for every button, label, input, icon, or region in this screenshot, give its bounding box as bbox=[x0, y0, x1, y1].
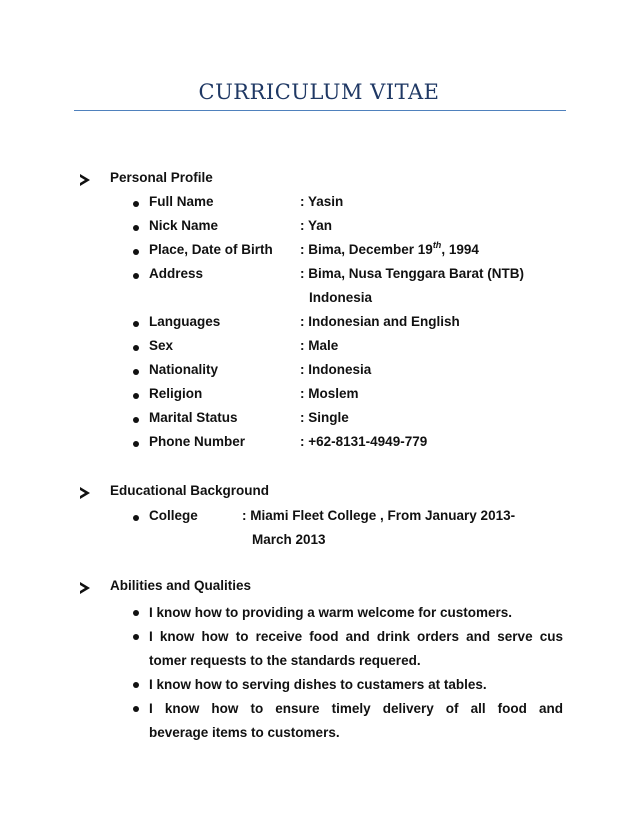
field-value: : Single bbox=[300, 410, 349, 425]
page-title: CURRICULUM VITAE bbox=[198, 80, 440, 104]
list-item-ability-1 bbox=[0, 603, 638, 623]
section-heading: Educational Background bbox=[110, 483, 270, 498]
field-value-line2: March 2013 bbox=[252, 532, 326, 547]
bullet-icon bbox=[133, 634, 139, 640]
field-value bbox=[300, 242, 479, 257]
list-item-sex bbox=[0, 338, 638, 358]
ability-text bbox=[149, 625, 563, 672]
field-value: : Yasin bbox=[300, 194, 344, 209]
bullet-icon bbox=[133, 393, 139, 399]
field-value: : Moslem bbox=[300, 386, 359, 401]
section-heading: Abilities and Qualities bbox=[110, 578, 252, 593]
list-item-full-name bbox=[0, 194, 638, 214]
bullet-icon bbox=[133, 321, 139, 327]
ability-line: I know how to providing a warm welcome for customers. bbox=[149, 605, 513, 620]
bullet-icon bbox=[133, 369, 139, 375]
field-label: Place, Date of Birth bbox=[149, 242, 273, 257]
bullet-icon bbox=[133, 249, 139, 255]
field-value: : Miami Fleet College , From January 2013- bbox=[242, 508, 516, 523]
list-item-languages bbox=[0, 314, 638, 334]
list-item-phone-number bbox=[0, 434, 638, 454]
ability-text bbox=[149, 601, 563, 625]
field-label: Sex bbox=[149, 338, 174, 353]
field-value: : +62-8131-4949-779 bbox=[300, 434, 428, 449]
bullet-icon bbox=[133, 706, 139, 712]
field-label: Address bbox=[149, 266, 204, 281]
bullet-icon bbox=[133, 441, 139, 447]
field-label: Nick Name bbox=[149, 218, 219, 233]
arrow-bullet-icon bbox=[80, 174, 90, 186]
arrow-bullet-icon bbox=[80, 487, 90, 499]
bullet-icon bbox=[133, 201, 139, 207]
ability-line: I know how to receive food and drink orders and serve cus bbox=[149, 629, 563, 644]
field-value-year: , 1994 bbox=[441, 242, 479, 257]
field-value: : Male bbox=[300, 338, 339, 353]
list-item-ability-2 bbox=[0, 627, 638, 675]
bullet-icon bbox=[133, 417, 139, 423]
list-item-religion bbox=[0, 386, 638, 406]
ability-text bbox=[149, 673, 563, 697]
section-heading: Personal Profile bbox=[110, 170, 213, 185]
field-value: : Indonesian and English bbox=[300, 314, 460, 329]
field-label: Phone Number bbox=[149, 434, 246, 449]
bullet-icon bbox=[133, 273, 139, 279]
field-value-main: : Bima, December 19 bbox=[300, 242, 433, 257]
list-item-ability-4 bbox=[0, 699, 638, 747]
arrow-bullet-icon bbox=[80, 582, 90, 594]
ability-line: I know how to serving dishes to custamers at tables. bbox=[149, 677, 487, 692]
field-value-line2: Indonesia bbox=[309, 290, 373, 305]
bullet-icon bbox=[133, 345, 139, 351]
bullet-icon bbox=[133, 682, 139, 688]
bullet-icon bbox=[133, 225, 139, 231]
field-label: Marital Status bbox=[149, 410, 238, 425]
field-label: Nationality bbox=[149, 362, 219, 377]
list-item-birth bbox=[0, 242, 638, 262]
ordinal-superscript: th bbox=[432, 240, 442, 250]
list-item-address bbox=[0, 266, 638, 310]
field-label: Full Name bbox=[149, 194, 214, 209]
field-value: : Bima, Nusa Tenggara Barat (NTB) bbox=[300, 266, 525, 281]
ability-line: beverage items to customers. bbox=[149, 724, 340, 740]
field-value: : Indonesia bbox=[300, 362, 372, 377]
list-item-marital-status bbox=[0, 410, 638, 430]
list-item-nick-name bbox=[0, 218, 638, 238]
field-label: College bbox=[149, 508, 198, 523]
ability-line: tomer requests to the standards requered. bbox=[149, 652, 421, 668]
list-item-college bbox=[0, 508, 638, 552]
list-item-ability-3 bbox=[0, 675, 638, 695]
field-label: Languages bbox=[149, 314, 221, 329]
bullet-icon bbox=[133, 610, 139, 616]
title-underline bbox=[74, 110, 566, 111]
bullet-icon bbox=[133, 515, 139, 521]
list-item-nationality bbox=[0, 362, 638, 382]
field-value: : Yan bbox=[300, 218, 333, 233]
ability-line: I know how to ensure timely delivery of all food and bbox=[149, 701, 563, 716]
ability-text bbox=[149, 697, 563, 744]
field-label: Religion bbox=[149, 386, 203, 401]
